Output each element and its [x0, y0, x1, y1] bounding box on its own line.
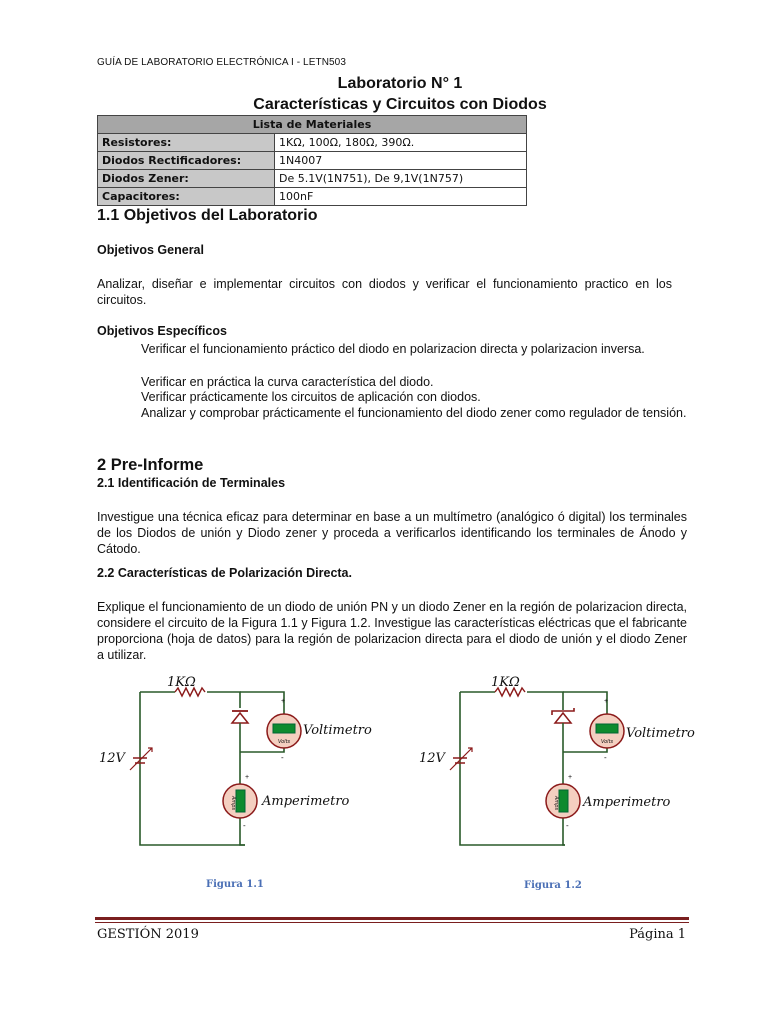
footer-year: GESTIÓN 2019 — [97, 927, 199, 942]
list-item: Verificar prácticamente los circuitos de aplicación con diodos. — [141, 390, 481, 404]
row-label: Diodos Zener: — [98, 170, 275, 188]
ammeter-display — [236, 790, 245, 812]
page-subtitle: Características y Circuitos con Diodos — [253, 96, 547, 113]
variable-arrow-icon — [450, 748, 472, 770]
row-value: 1KΩ, 100Ω, 180Ω, 390Ω. — [275, 134, 527, 152]
voltmeter-unit: Volts — [278, 739, 291, 745]
section-1-heading: 1.1 Objetivos del Laboratorio — [97, 207, 318, 224]
figure-caption: Figura 1.1 — [206, 879, 264, 890]
page-header: GUÍA DE LABORATORIO ELECTRÓNICA I - LETN503 — [97, 57, 346, 68]
ammeter-label: Amperimetro — [583, 795, 671, 810]
row-label: Diodos Rectificadores: — [98, 152, 275, 170]
page-title: Laboratorio N° 1 — [337, 75, 463, 92]
general-objective-text: Analizar, diseñar e implementar circuitos con diodos y verificar el funcionamiento practico en los circuitos. — [97, 277, 672, 307]
section-2-1-heading: 2.1 Identificación de Terminales — [97, 476, 286, 490]
footer-divider — [95, 917, 689, 920]
ammeter-label: Amperimetro — [262, 794, 350, 809]
source-label: 12V — [99, 751, 125, 766]
zener-diode-symbol — [555, 713, 571, 723]
voltmeter-display — [596, 724, 618, 733]
specific-objectives-heading: Objetivos Específicos — [97, 324, 227, 338]
voltmeter-unit: Volts — [601, 739, 614, 745]
row-value: 100nF — [275, 188, 527, 206]
variable-arrow-icon — [130, 748, 152, 770]
materials-table — [97, 115, 527, 206]
page-number: Página 1 — [629, 927, 686, 942]
voltmeter-label: Voltimetro — [626, 726, 695, 741]
ammeter-display — [559, 790, 568, 812]
table-row — [98, 152, 527, 170]
voltmeter-label: Voltimetro — [303, 723, 372, 738]
general-objective-heading: Objetivos General — [97, 243, 204, 257]
svg-text:+: + — [568, 774, 573, 781]
source-label: 12V — [419, 751, 445, 766]
row-value: De 5.1V(1N751), De 9,1V(1N757) — [275, 170, 527, 188]
svg-text:-: - — [243, 821, 246, 830]
circuit-figure-1-2 — [415, 670, 685, 880]
row-label: Resistores: — [98, 134, 275, 152]
list-item: Verificar el funcionamiento práctico del diodo en polarizacion directa y polarizacion inversa. — [141, 342, 645, 356]
svg-text:-: - — [604, 753, 607, 762]
row-value: 1N4007 — [275, 152, 527, 170]
list-item: Verificar en práctica la curva característica del diodo. — [141, 375, 434, 389]
section-2-2-text: Explique el funcionamiento de un diodo de unión PN y un diodo Zener en la región de polarizacion directa, considere el circuito de la Figura 1.1 y Figura 1.2. Investigue las características eléctricas que el fabricante proporciona (hoja de datos) para la región de polarizacion directa para el diodo de unión y el diodo Zener a utilizar. — [97, 600, 687, 662]
footer-divider-thin — [95, 922, 689, 923]
circuit-figure-1-1 — [95, 670, 365, 880]
row-label: Capacitores: — [98, 188, 275, 206]
ammeter-unit: Amps — [230, 796, 236, 811]
svg-text:-: - — [281, 753, 284, 762]
table-row — [98, 170, 527, 188]
materials-heading: Lista de Materiales — [98, 116, 527, 134]
svg-text:+: + — [245, 774, 250, 781]
diode-symbol — [232, 713, 248, 723]
section-2-1-text: Investigue una técnica eficaz para determinar en base a un multímetro (analógico ó digital) los terminales de los Diodos de unión y Diodo zener y proceda a verificarlos identificando los terminales de Ánodo y Cátodo. — [97, 510, 687, 556]
list-item: Analizar y comprobar prácticamente el funcionamiento del diodo zener como regulador de tensión. — [141, 406, 687, 420]
voltmeter-display — [273, 724, 295, 733]
svg-text:+: + — [281, 698, 286, 705]
section-2-heading: 2 Pre-Informe — [97, 456, 204, 474]
table-row — [98, 134, 527, 152]
section-2-2-heading: 2.2 Características de Polarización Directa. — [97, 566, 352, 580]
resistor-label: 1KΩ — [167, 675, 196, 690]
svg-text:-: - — [566, 821, 569, 830]
figure-caption: Figura 1.2 — [524, 880, 582, 891]
resistor-label: 1KΩ — [491, 675, 520, 690]
table-row — [98, 188, 527, 206]
svg-text:+: + — [604, 698, 609, 705]
ammeter-unit: Amps — [553, 796, 559, 811]
